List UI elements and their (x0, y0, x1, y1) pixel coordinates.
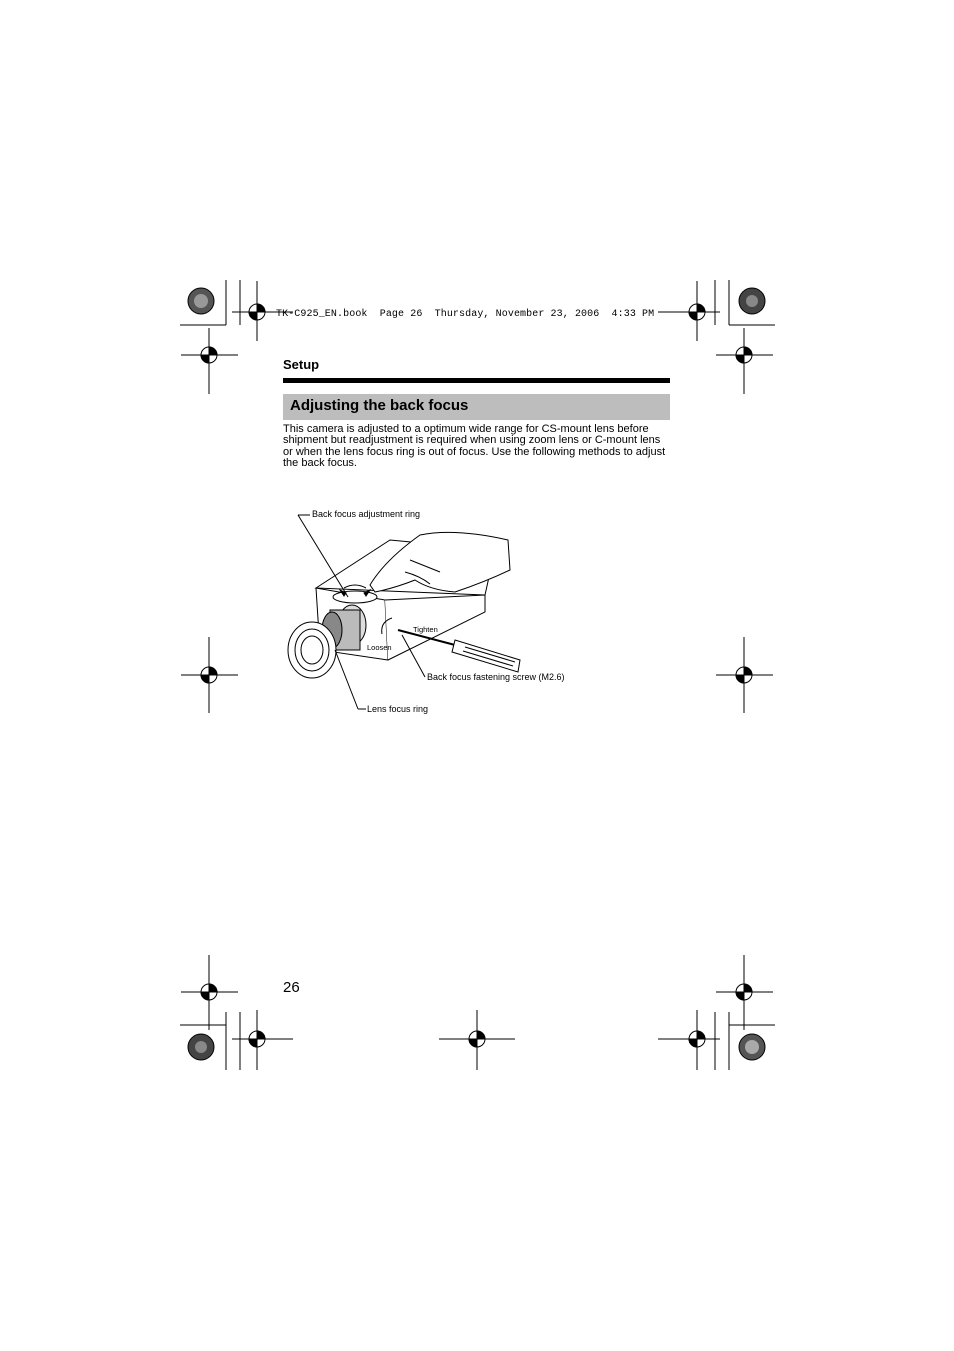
camera-illustration (280, 500, 580, 720)
page-heading: Adjusting the back focus (290, 397, 469, 414)
label-back-focus-ring: Back focus adjustment ring (312, 509, 421, 519)
body-paragraph: This camera is adjusted to a optimum wide range for CS-mount lens before shipment but readjustment is required when using zoom lens or C-mount lens or when the lens focus ring is out of focus. Use the following methods to adjust the back focus. (283, 423, 666, 470)
print-slug: TK-C925_EN.book Page 26 Thursday, November 23, 2006 4:33 PM (276, 309, 655, 320)
camera-figure (280, 500, 580, 720)
label-lens-focus-ring: Lens focus ring (367, 704, 429, 714)
section-rule (283, 378, 670, 383)
label-tighten: Tighten (413, 625, 438, 634)
section-label: Setup (283, 357, 320, 372)
label-loosen: Loosen (367, 643, 392, 652)
label-fastening-screw: Back focus fastening screw (M2.6) (427, 672, 565, 682)
page-number: 26 (283, 979, 300, 996)
